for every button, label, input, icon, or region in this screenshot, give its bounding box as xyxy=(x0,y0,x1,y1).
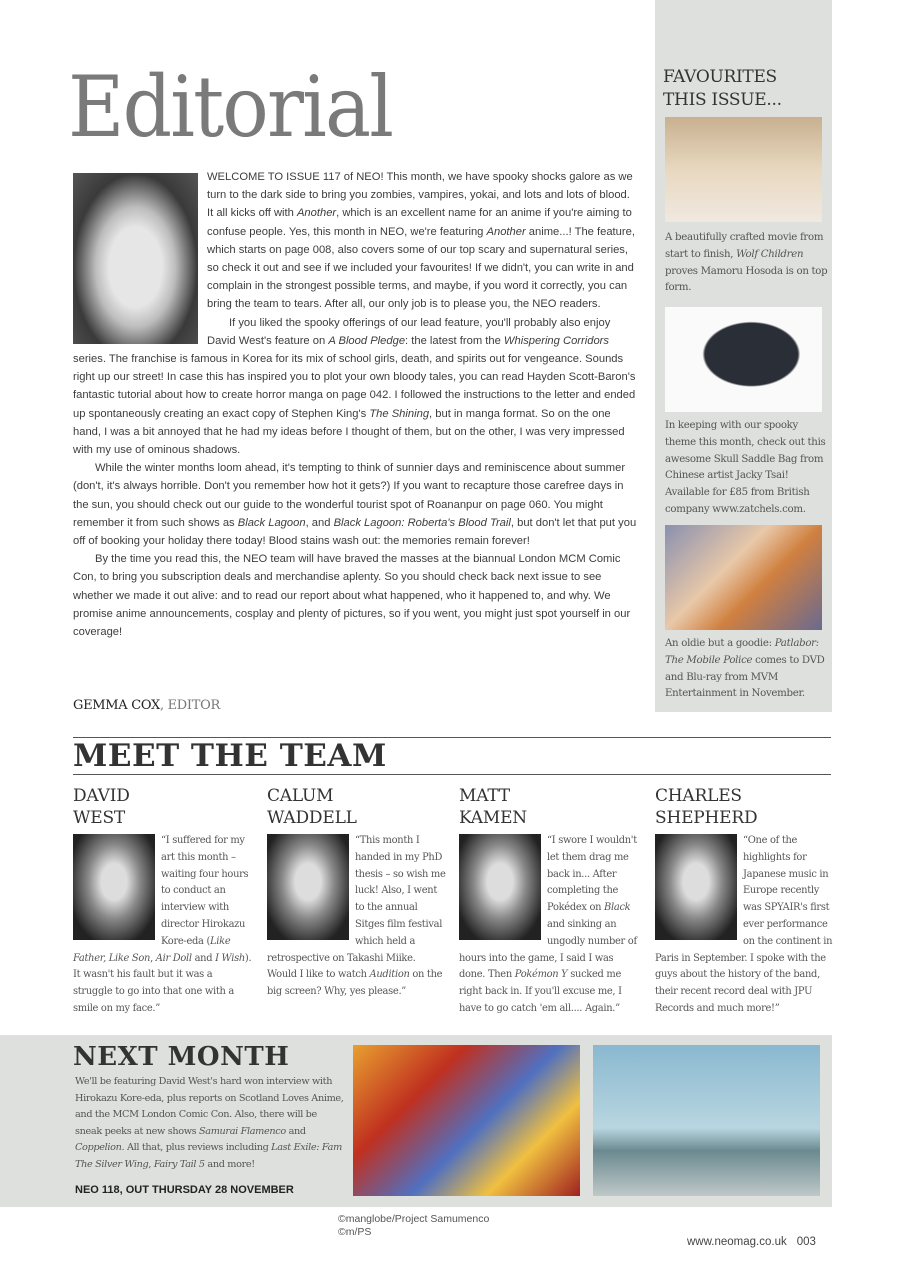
favourites-title-line: FAVOURITES xyxy=(663,67,777,87)
team-member xyxy=(73,785,253,1018)
text-run: proves Mamoru Hosoda is on top form. xyxy=(665,265,828,294)
italic-title: Whispering Corridors xyxy=(503,334,609,347)
text-run: . All that, plus reviews including xyxy=(121,1142,272,1153)
text-run: In keeping with our spooky theme this month, check out this awesome Skull Saddle Bag from Chinese artist Jacky Tsai! Available for £85 from British company www.zatchels.com. xyxy=(665,420,826,515)
text-run: on the big screen? Why, yes please.” xyxy=(267,969,443,998)
image-credits xyxy=(338,1213,489,1239)
favourites-title xyxy=(663,66,782,112)
italic-title: Another xyxy=(486,225,526,238)
member-photo xyxy=(655,834,737,940)
italic-title: Black Lagoon: Roberta's Blood Trail xyxy=(333,516,511,529)
text-run: “One of the highlights for Japanese music in Europe recently was SPYAIR's first ever performance on the continent in Paris in September. I spoke with the guys about the history of the band, their recent record deal with JPU Records and much more!” xyxy=(655,835,833,1014)
italic-title: Another xyxy=(296,207,337,220)
text-run: and sinking an ungodly number of hours into the game, I said I was done. Then xyxy=(459,918,637,981)
member-photo xyxy=(459,834,541,940)
text-run: and xyxy=(191,952,216,964)
text-run: A beautifully crafted movie from start to finish, xyxy=(665,232,824,260)
text-run: comes to DVD and Blu-ray from MVM Entertainment in November. xyxy=(665,654,825,700)
text-run: and more! xyxy=(204,1158,255,1170)
editor-name: GEMMA COX xyxy=(73,698,160,713)
skull-bag-image xyxy=(665,307,822,412)
italic-title: Audition xyxy=(369,969,410,981)
italic-title: Samurai Flamenco xyxy=(199,1125,286,1137)
text-run: anime...! The feature, which starts on page 008, also covers some of our top scary and supernatural series, so check it out and see if we included your favourites! If we didn't, you can write in and complain in the strongest possible terms, and maybe, if you word it correctly, you can bring the team to tears. After all, our only job is to please you, the NEO readers. xyxy=(207,225,635,311)
member-name: DAVID WEST xyxy=(73,786,130,828)
editor-signoff xyxy=(73,698,220,713)
text-run: : the latest from the xyxy=(405,334,504,347)
text-run: “I swore I wouldn't let them drag me back in... After completing the Pokédex on xyxy=(547,835,637,914)
italic-title: A Blood Pledge xyxy=(328,334,406,347)
member-photo xyxy=(267,834,349,940)
italic-title: Black xyxy=(604,902,631,914)
favourites-title-line: THIS ISSUE... xyxy=(663,90,782,110)
next-month-text xyxy=(75,1074,345,1173)
italic-title: Last Exile: Fam The Silver Wing xyxy=(75,1142,342,1170)
paragraph xyxy=(73,550,639,641)
italic-title: Pokémon Y xyxy=(514,969,568,981)
text-run: ). It wasn't his fault but it was a struggle to go into that one with a smile on my face.” xyxy=(73,952,252,1014)
team-heading: MEET THE TEAM xyxy=(73,738,387,774)
wolf-children-image xyxy=(665,117,822,222)
credit-line: ©manglobe/Project Samumenco xyxy=(338,1213,490,1225)
italic-title: Black Lagoon xyxy=(237,516,306,529)
text-run: series. The franchise is famous in Korea for its mix of school girls, death, and spirits out for vengeance. Sounds right up our street! In case this has inspired you to plot your own bloody tales, you can read Hayden Scott-Baron's fantastic tutorial about how to create horror manga on page 042. I followed the instructions to the letter and ended up spontaneously creating an exact copy of Stephen King's xyxy=(73,353,636,420)
text-run: , but in manga format. So on the one hand, I was a bit annoyed that he had my ideas before I thought of them, but on the other, I was very impressed with my use of ominous shadows. xyxy=(73,407,625,457)
italic-title: Like Father, Like Son xyxy=(73,935,231,964)
text-run: “This month I handed in my PhD thesis – so wish me luck! Also, I went to the annual Sitges film festival which held a retrospective on Takashi Miike. Would I like to watch xyxy=(267,835,446,981)
text-run: , xyxy=(148,1158,154,1170)
italic-title: Wolf Children xyxy=(736,248,804,260)
text-run: An oldie but a goodie: xyxy=(665,638,775,649)
credit-line: ©m/PS xyxy=(338,1226,372,1238)
italic-title: I Wish xyxy=(215,952,245,964)
page-number: 003 xyxy=(796,1236,816,1248)
page-title: Editorial xyxy=(68,58,393,156)
favourite-caption xyxy=(665,636,830,703)
member-photo xyxy=(73,834,155,940)
page-footer xyxy=(687,1236,816,1248)
next-issue-date: NEO 118, OUT THURSDAY 28 NOVEMBER xyxy=(75,1184,294,1196)
next-month-heading: NEXT MONTH xyxy=(73,1042,290,1072)
text-run: , xyxy=(150,952,156,964)
italic-title: The Shining xyxy=(369,407,430,420)
favourite-caption xyxy=(665,418,830,519)
favourite-caption xyxy=(665,230,830,297)
text-run: While the winter months loom ahead, it's tempting to think of sunnier days and reminiscence about summer (don't, it's always horrible. Don't you remember how hot it gets?) If you want to recapture those carefree days in the sun, you should check out our guide to the wonderful tourist spot of Roananpur on page 060. You might remember it from such shows as xyxy=(73,462,626,529)
team-member xyxy=(459,785,639,1018)
member-name: CALUM WADDELL xyxy=(267,786,357,828)
patlabor-image xyxy=(665,525,822,630)
text-run: We'll be featuring David West's hard won interview with Hirokazu Kore-eda, plus reports on Scotland Loves Anime, and the MCM London Comic Con. Also, there will be sneak peeks at new shows xyxy=(75,1076,344,1137)
text-run: , and xyxy=(305,516,334,529)
text-run: If you liked the spooky offerings of our lead feature, you'll probably also enjoy David West's feature on xyxy=(207,316,611,347)
italic-title: Air Doll xyxy=(155,952,192,964)
text-run: By the time you read this, the NEO team will have braved the masses at the biannual London MCM Comic Con, to bring you subscription deals and merchandise aplenty. So you should check back next issue to see whether we made it out alive: and to read our report about what happened, who it happened to, and why. We promise anime announcements, cosplay and plenty of pictures, so if you went, you might just spot yourself in our coverage! xyxy=(73,553,631,639)
site-url: www.neomag.co.uk xyxy=(687,1236,787,1248)
text-run: , but don't let that put you off of booking your holiday there today! Blood stains wash out: the memories remain forever! xyxy=(73,516,637,548)
team-member xyxy=(655,785,835,1018)
text-run: WELCOME TO ISSUE 117 of NEO! This month, we have spooky shocks galore as we turn to the dark side to bring you zombies, vampires, yokai, and lots and lots of blood. It all kicks off with xyxy=(207,171,633,220)
editorial-body xyxy=(73,168,639,641)
editor-role: , EDITOR xyxy=(159,698,220,713)
text-run: “I suffered for my art this month – waiting four hours to conduct an interview with director Hirokazu Kore-eda ( xyxy=(161,835,249,947)
last-exile-image xyxy=(593,1045,820,1196)
member-name: CHARLES SHEPHERD xyxy=(655,786,758,828)
team-member xyxy=(267,785,447,1001)
samurai-flamenco-image xyxy=(353,1045,580,1196)
text-run: , which is an excellent name for an anime if you're aiming to confuse people. Yes, this month in NEO, we're featuring xyxy=(207,207,632,238)
member-name: MATT KAMEN xyxy=(459,786,527,828)
italic-title: Coppelion xyxy=(75,1142,122,1153)
text-run: and xyxy=(285,1125,306,1137)
paragraph xyxy=(73,459,639,550)
italic-title: Fairy Tail 5 xyxy=(153,1158,205,1170)
italic-title: Patlabor: The Mobile Police xyxy=(665,638,819,666)
text-run: sucked me right back in. If you'll excuse me, I have to go catch 'em all.... Again.” xyxy=(459,969,622,1014)
divider xyxy=(73,774,831,775)
